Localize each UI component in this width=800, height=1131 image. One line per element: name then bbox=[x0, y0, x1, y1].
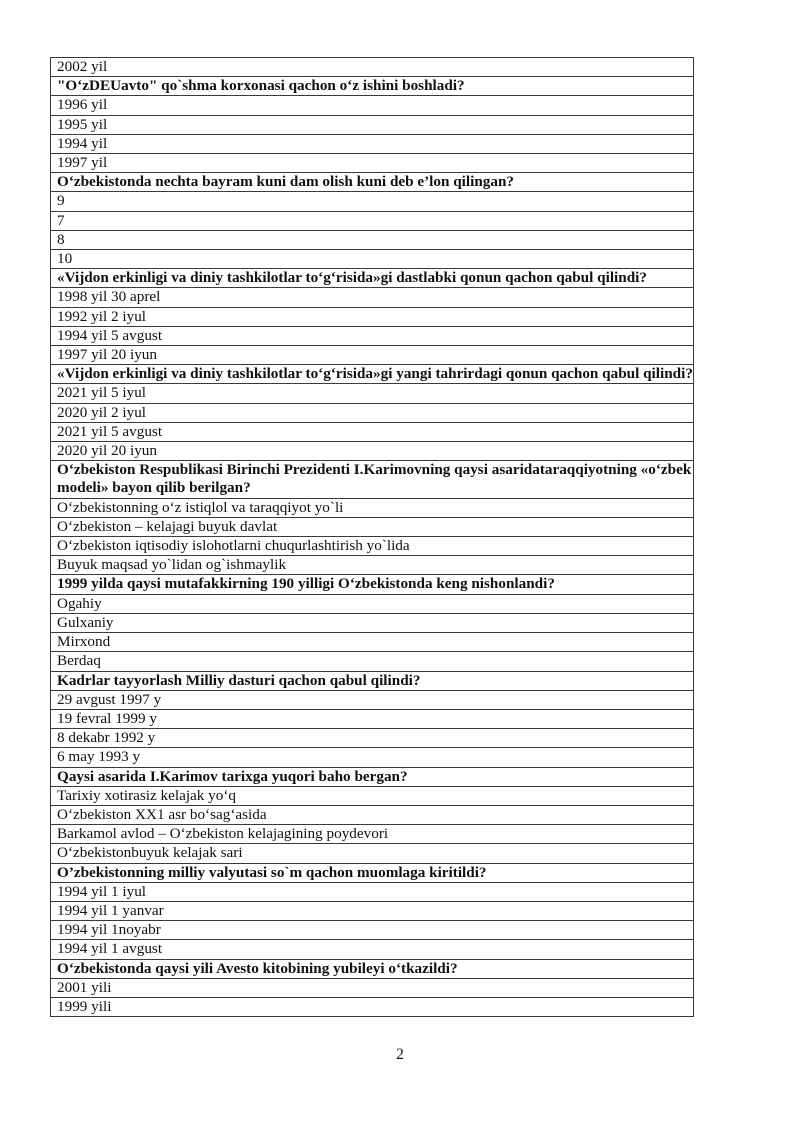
question-row bbox=[51, 77, 694, 96]
answer-option: 1999 yili bbox=[51, 997, 694, 1016]
answer-row bbox=[51, 211, 694, 230]
answer-option: 1996 yil bbox=[51, 96, 694, 115]
answer-option: Tarixiy xotirasiz kelajak yo‘q bbox=[51, 786, 694, 805]
answer-row bbox=[51, 805, 694, 824]
answer-row bbox=[51, 825, 694, 844]
answer-row bbox=[51, 58, 694, 77]
answer-row bbox=[51, 997, 694, 1016]
question-row bbox=[51, 575, 694, 594]
question-text: «Vijdon erkinligi va diniy tashkilotlar to‘g‘risida»gi dastlabki qonun qachon qabul qilindi? bbox=[51, 269, 694, 288]
page-number: 2 bbox=[396, 1046, 404, 1063]
question-row bbox=[51, 365, 694, 384]
answer-row bbox=[51, 192, 694, 211]
answer-row bbox=[51, 288, 694, 307]
answer-option: 1994 yil 1 yanvar bbox=[51, 901, 694, 920]
question-text: Kadrlar tayyorlash Milliy dasturi qachon qabul qilindi? bbox=[51, 671, 694, 690]
answer-row bbox=[51, 901, 694, 920]
answer-row bbox=[51, 844, 694, 863]
question-text: "O‘zDEUavto" qo`shma korxonasi qachon o‘z ishini boshladi? bbox=[51, 77, 694, 96]
answer-row bbox=[51, 403, 694, 422]
question-row bbox=[51, 461, 694, 498]
question-text: O‘zbekistonda qaysi yili Avesto kitobining yubileyi o‘tkazildi? bbox=[51, 959, 694, 978]
answer-row bbox=[51, 882, 694, 901]
question-row bbox=[51, 959, 694, 978]
answer-row bbox=[51, 978, 694, 997]
answer-option: 1994 yil 5 avgust bbox=[51, 326, 694, 345]
answer-option: 1994 yil 1 avgust bbox=[51, 940, 694, 959]
answer-option: 1994 yil 1 iyul bbox=[51, 882, 694, 901]
answer-option: O‘zbekiston iqtisodiy islohotlarni chuqurlashtirish yo`lida bbox=[51, 537, 694, 556]
answer-row bbox=[51, 230, 694, 249]
answer-row bbox=[51, 384, 694, 403]
answer-row bbox=[51, 96, 694, 115]
answer-option: Mirxond bbox=[51, 633, 694, 652]
answer-option: O‘zbekiston – kelajagi buyuk davlat bbox=[51, 517, 694, 536]
question-row bbox=[51, 863, 694, 882]
answer-option: 6 may 1993 y bbox=[51, 748, 694, 767]
answer-option: 10 bbox=[51, 250, 694, 269]
answer-option: 9 bbox=[51, 192, 694, 211]
answer-row bbox=[51, 556, 694, 575]
answer-option: O‘zbekiston XX1 asr bo‘sag‘asida bbox=[51, 805, 694, 824]
answer-row bbox=[51, 442, 694, 461]
answer-option: O‘zbekistonbuyuk kelajak sari bbox=[51, 844, 694, 863]
answer-option: 8 bbox=[51, 230, 694, 249]
answer-option: Barkamol avlod – O‘zbekiston kelajagining poydevori bbox=[51, 825, 694, 844]
answer-row bbox=[51, 346, 694, 365]
question-text: 1999 yilda qaysi mutafakkirning 190 yilligi O‘zbekistonda keng nishonlandi? bbox=[51, 575, 694, 594]
answer-option: 8 dekabr 1992 y bbox=[51, 729, 694, 748]
answer-row bbox=[51, 307, 694, 326]
answer-option: Berdaq bbox=[51, 652, 694, 671]
answer-option: Ogahiy bbox=[51, 594, 694, 613]
quiz-table-body bbox=[51, 58, 694, 1017]
answer-row bbox=[51, 250, 694, 269]
answer-option: 1995 yil bbox=[51, 115, 694, 134]
question-row bbox=[51, 671, 694, 690]
answer-option: 1994 yil 1noyabr bbox=[51, 921, 694, 940]
answer-row bbox=[51, 115, 694, 134]
answer-row bbox=[51, 537, 694, 556]
answer-option: 2001 yili bbox=[51, 978, 694, 997]
question-text: Qaysi asarida I.Karimov tarixga yuqori baho bergan? bbox=[51, 767, 694, 786]
answer-option: 1998 yil 30 aprel bbox=[51, 288, 694, 307]
answer-option: Gulxaniy bbox=[51, 613, 694, 632]
answer-option: 7 bbox=[51, 211, 694, 230]
answer-row bbox=[51, 652, 694, 671]
answer-row bbox=[51, 154, 694, 173]
answer-option: 2002 yil bbox=[51, 58, 694, 77]
answer-option: 2020 yil 2 iyul bbox=[51, 403, 694, 422]
answer-row bbox=[51, 786, 694, 805]
answer-row bbox=[51, 422, 694, 441]
answer-row bbox=[51, 594, 694, 613]
answer-row bbox=[51, 921, 694, 940]
answer-row bbox=[51, 729, 694, 748]
quiz-table bbox=[50, 57, 694, 1017]
answer-option: 1994 yil bbox=[51, 134, 694, 153]
answer-option: 1997 yil 20 iyun bbox=[51, 346, 694, 365]
answer-option: 2021 yil 5 avgust bbox=[51, 422, 694, 441]
answer-row bbox=[51, 613, 694, 632]
answer-option: O‘zbekistonning o‘z istiqlol va taraqqiyot yo`li bbox=[51, 498, 694, 517]
answer-option: 2020 yil 20 iyun bbox=[51, 442, 694, 461]
answer-row bbox=[51, 748, 694, 767]
question-text: O‘zbekiston Respublikasi Birinchi Prezidenti I.Karimovning qaysi asaridataraqqiyotning «o‘zbek modeli» bayon qilib berilgan? bbox=[51, 461, 694, 498]
answer-option: 1992 yil 2 iyul bbox=[51, 307, 694, 326]
question-text: «Vijdon erkinligi va diniy tashkilotlar to‘g‘risida»gi yangi tahrirdagi qonun qachon qabul qilindi? bbox=[51, 365, 694, 384]
question-text: O‘zbekistonda nechta bayram kuni dam olish kuni deb e’lon qilingan? bbox=[51, 173, 694, 192]
question-row bbox=[51, 767, 694, 786]
question-row bbox=[51, 173, 694, 192]
question-row bbox=[51, 269, 694, 288]
answer-row bbox=[51, 690, 694, 709]
answer-option: 29 avgust 1997 y bbox=[51, 690, 694, 709]
answer-row bbox=[51, 709, 694, 728]
answer-row bbox=[51, 517, 694, 536]
answer-row bbox=[51, 498, 694, 517]
answer-option: 2021 yil 5 iyul bbox=[51, 384, 694, 403]
answer-option: Buyuk maqsad yo`lidan og`ishmaylik bbox=[51, 556, 694, 575]
question-text: O’zbekistonning milliy valyutasi so`m qachon muomlaga kiritildi? bbox=[51, 863, 694, 882]
answer-row bbox=[51, 940, 694, 959]
answer-option: 1997 yil bbox=[51, 154, 694, 173]
answer-row bbox=[51, 134, 694, 153]
answer-row bbox=[51, 326, 694, 345]
answer-option: 19 fevral 1999 y bbox=[51, 709, 694, 728]
answer-row bbox=[51, 633, 694, 652]
